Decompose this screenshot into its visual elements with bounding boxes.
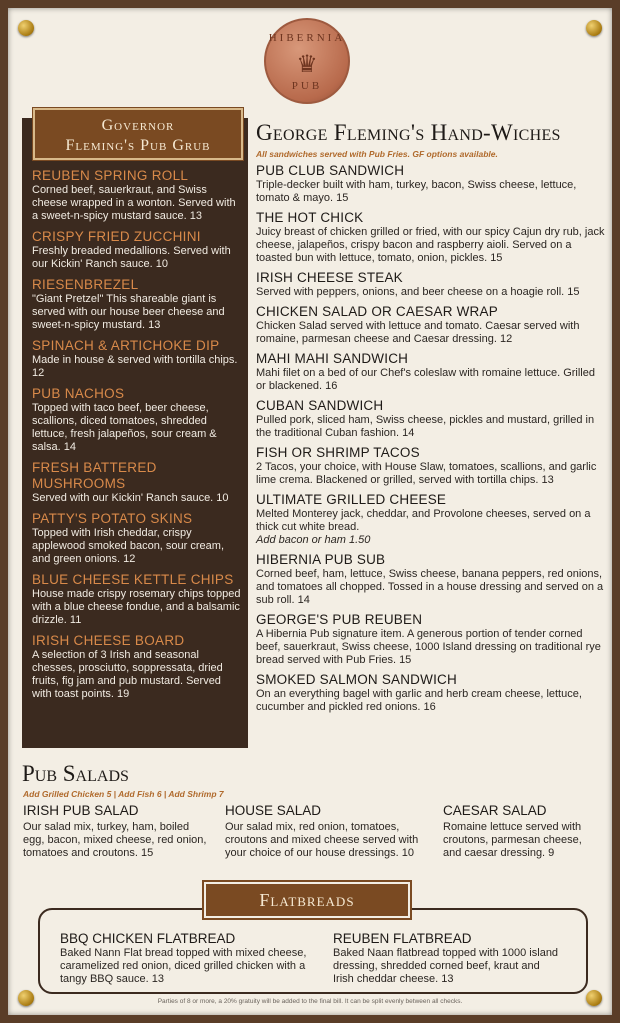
pub-grub-title-line1: Governor xyxy=(101,117,175,134)
item-name: MAHI MAHI SANDWICH xyxy=(256,351,409,366)
menu-item xyxy=(256,209,606,265)
item-desc: On an everything bagel with garlic and herb cream cheese, lettuce, cucumber and pickled red onions. 16 xyxy=(256,688,582,713)
item-desc: Triple-decker built with ham, turkey, bacon, Swiss cheese, lettuce, tomato & mayo. 15 xyxy=(256,179,577,204)
item-desc: Topped with taco beef, beer cheese, scallions, diced tomatoes, shredded lettuce, fresh jalapeños, sour cream & salsa. 14 xyxy=(32,402,217,453)
handwiches-list xyxy=(256,162,606,718)
item-addon: Add bacon or ham 1.50 xyxy=(256,534,371,546)
pub-grub-title-line2: Fleming's Pub Grub xyxy=(65,137,211,154)
item-name: HIBERNIA PUB SUB xyxy=(256,552,386,567)
harp-icon: ♛ xyxy=(296,52,318,78)
item-name: CAESAR SALAD xyxy=(443,803,547,818)
menu-item xyxy=(32,572,242,627)
item-name: CRISPY FRIED ZUCCHINI xyxy=(32,229,201,244)
item-name: BLUE CHEESE KETTLE CHIPS xyxy=(32,572,234,587)
menu-item xyxy=(256,303,606,346)
item-name: PUB NACHOS xyxy=(32,386,125,401)
item-name: IRISH PUB SALAD xyxy=(23,803,139,818)
item-desc: Chicken Salad served with lettuce and tomato. Caesar served with romaine, parmesan cheese and Caesar dressing. 12 xyxy=(256,320,580,345)
flatbreads-title: Flatbreads xyxy=(204,882,410,918)
menu-item xyxy=(256,444,606,487)
item-name: FRESH BATTERED MUSHROOMS xyxy=(32,460,157,491)
item-desc: Baked Naan flatbread topped with 1000 island dressing, shredded corned beef, kraut and Irish cheddar cheese. 13 xyxy=(333,947,559,985)
menu-item xyxy=(256,551,606,607)
item-desc: Baked Nann Flat bread topped with mixed cheese, caramelized red onion, diced grilled chicken with a tangy BBQ sauce. 13 xyxy=(60,947,307,985)
item-name: IRISH CHEESE STEAK xyxy=(256,270,403,285)
item-name: PATTY'S POTATO SKINS xyxy=(32,511,193,526)
item-name: GEORGE'S PUB REUBEN xyxy=(256,612,423,627)
item-name: CUBAN SANDWICH xyxy=(256,398,384,413)
logo-bottom-text: PUB xyxy=(291,80,323,92)
menu-item xyxy=(32,460,242,505)
item-name: CHICKEN SALAD OR CAESAR WRAP xyxy=(256,304,498,319)
salads-note: Add Grilled Chicken 5 | Add Fish 6 | Add Shrimp 7 xyxy=(23,789,224,799)
menu-item xyxy=(256,611,606,667)
menu-page xyxy=(8,8,612,1015)
menu-item xyxy=(256,397,606,440)
item-name: IRISH CHEESE BOARD xyxy=(32,633,185,648)
menu-item xyxy=(32,386,242,454)
menu-item xyxy=(256,491,606,547)
item-name: RIESENBREZEL xyxy=(32,277,139,292)
hibernia-pub-logo xyxy=(264,18,350,104)
item-name: REUBEN SPRING ROLL xyxy=(32,168,189,183)
item-desc: Made in house & served with tortilla chips. 12 xyxy=(32,354,238,379)
menu-item xyxy=(443,802,603,860)
menu-item xyxy=(256,350,606,393)
item-desc: "Giant Pretzel" This shareable giant is served with our house beer cheese and sweet-n-spicy mustard. 13 xyxy=(32,293,225,331)
menu-item xyxy=(32,338,242,380)
menu-item xyxy=(32,511,242,566)
item-desc: A Hibernia Pub signature item. A generous portion of tender corned beef, sauerkraut, Swiss cheese, 1000 Island dressing on traditional rye bread served with Pub Fries. 15 xyxy=(256,628,601,666)
item-name: SPINACH & ARTICHOKE DIP xyxy=(32,338,220,353)
menu-item xyxy=(256,162,606,205)
item-desc: Romaine lettuce served with croutons, parmesan cheese, and caesar dressing. 9 xyxy=(443,821,582,859)
item-desc: Served with our Kickin' Ranch sauce. 10 xyxy=(32,492,229,504)
item-desc: Served with peppers, onions, and beer cheese on a hoagie roll. 15 xyxy=(256,286,580,298)
item-desc: Corned beef, sauerkraut, and Swiss cheese wrapped in a wonton. Served with a sweet-n-spicy mustard sauce. 13 xyxy=(32,184,236,222)
menu-item xyxy=(32,168,242,223)
menu-item xyxy=(32,633,242,701)
menu-item xyxy=(32,277,242,332)
item-desc: Pulled pork, sliced ham, Swiss cheese, pickles and mustard, grilled in the traditional Cuban fashion. 14 xyxy=(256,414,595,439)
item-desc: Corned beef, ham, lettuce, Swiss cheese, banana peppers, red onions, and tomatoes all chopped. Tossed in a house dressing and served on a sub roll. 14 xyxy=(256,568,604,606)
logo-top-text: HIBERNIA xyxy=(268,32,346,44)
menu-item xyxy=(60,931,310,986)
rivet-icon xyxy=(586,20,602,36)
menu-item xyxy=(256,671,606,714)
menu-item xyxy=(32,229,242,271)
rivet-icon xyxy=(18,20,34,36)
gratuity-note: Parties of 8 or more, a 20% gratuity will be added to the final bill. It can be split evenly between all checks. xyxy=(157,998,463,1005)
item-name: REUBEN FLATBREAD xyxy=(333,931,472,946)
menu-item xyxy=(256,269,606,299)
item-name: ULTIMATE GRILLED CHEESE xyxy=(256,492,447,507)
item-desc: Our salad mix, turkey, ham, boiled egg, bacon, mixed cheese, red onion, tomatoes and croutons. 15 xyxy=(23,821,207,859)
item-name: FISH OR SHRIMP TACOS xyxy=(256,445,420,460)
item-name: BBQ CHICKEN FLATBREAD xyxy=(60,931,236,946)
item-desc: Juicy breast of chicken grilled or fried, with our spicy Cajun dry rub, jack cheese, jalapeños, crispy bacon and raspberry aioli. Served on a toasted bun with lettuce, tomato, onion, pickles. 15 xyxy=(256,226,605,264)
item-name: THE HOT CHICK xyxy=(256,210,364,225)
menu-item xyxy=(23,802,211,860)
pub-grub-title xyxy=(33,108,243,160)
item-desc: Freshly breaded medallions. Served with our Kickin' Ranch sauce. 10 xyxy=(32,245,231,270)
menu-item xyxy=(225,802,430,860)
menu-item xyxy=(333,931,563,986)
pub-grub-list xyxy=(32,168,242,707)
item-desc: 2 Tacos, your choice, with House Slaw, tomatoes, scallions, and garlic lime crema. Blackened or grilled, served with tortilla chips. 13 xyxy=(256,461,597,486)
item-name: HOUSE SALAD xyxy=(225,803,322,818)
item-desc: Mahi filet on a bed of our Chef's coleslaw with romaine lettuce. Grilled or blackened. 16 xyxy=(256,367,595,392)
item-desc: Our salad mix, red onion, tomatoes, croutons and mixed cheese served with your choice of our house dressings. 10 xyxy=(225,821,419,859)
handwiches-title: George Fleming's Hand-Wiches xyxy=(256,120,561,145)
item-name: PUB CLUB SANDWICH xyxy=(256,163,405,178)
salads-title: Pub Salads xyxy=(22,761,129,786)
item-desc: House made crispy rosemary chips topped with a blue cheese fondue, and a balsamic drizzle. 11 xyxy=(32,588,241,626)
item-desc: Melted Monterey jack, cheddar, and Provolone cheeses, served on a thick cut white bread. xyxy=(256,508,591,533)
item-name: SMOKED SALMON SANDWICH xyxy=(256,672,457,687)
item-desc: Topped with Irish cheddar, crispy applewood smoked bacon, sour cream, and green onions. 12 xyxy=(32,527,224,565)
item-desc: A selection of 3 Irish and seasonal chesses, prosciutto, soppressata, dried fruits, fig jam and pub mustard. Served with toast points. 19 xyxy=(32,649,223,700)
handwiches-note: All sandwiches served with Pub Fries. GF options available. xyxy=(256,149,498,159)
